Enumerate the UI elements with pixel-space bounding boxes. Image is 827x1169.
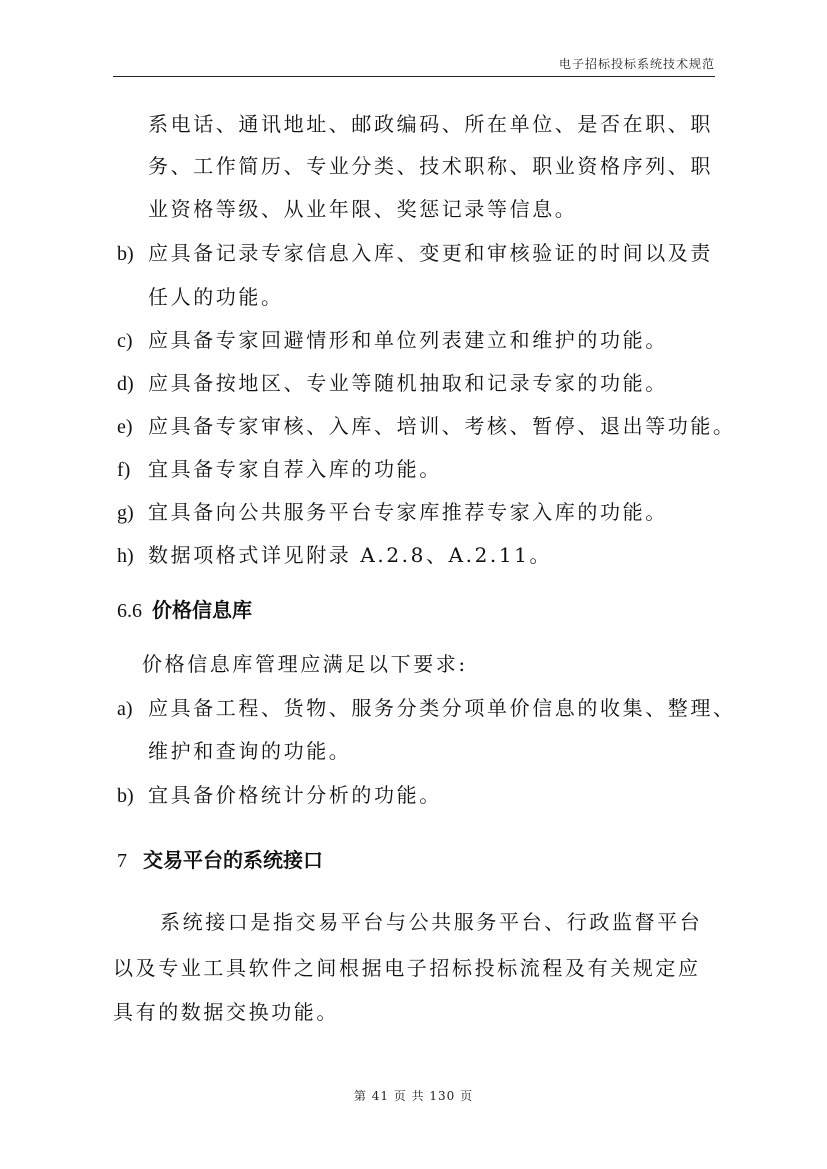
continued-line: 务、工作简历、专业分类、技术职称、职业资格序列、职 <box>148 154 713 178</box>
list-marker: b) <box>117 243 134 265</box>
list-item-text: 数据项格式详见附录 A.2.8、A.2.11。 <box>148 543 553 567</box>
paragraph-line: 以及专业工具软件之间根据电子招标投标流程及有关规定应 <box>113 956 701 980</box>
list-item-text: 应具备记录专家信息入库、变更和审核验证的时间以及责 <box>148 241 713 265</box>
header-title: 电子招标投标系统技术规范 <box>558 57 715 71</box>
list-item <box>117 373 668 394</box>
list-item <box>117 502 668 523</box>
chapter-heading <box>117 850 323 871</box>
list-marker: e) <box>117 416 133 438</box>
list-marker: a) <box>117 698 133 720</box>
chapter-number: 7 <box>117 850 127 872</box>
paragraph-line: 系统接口是指交易平台与公共服务平台、行政监督平台 <box>160 910 703 934</box>
continued-line: 系电话、通讯地址、邮政编码、所在单位、是否在职、职 <box>148 112 713 136</box>
continued-line: 业资格等级、从业年限、奖惩记录等信息。 <box>148 197 578 221</box>
list-item <box>117 698 736 719</box>
list-marker: b) <box>117 785 134 807</box>
list-item <box>117 416 736 437</box>
list-marker: c) <box>117 330 133 352</box>
page-number: 第 41 页 共 130 页 <box>353 1089 474 1103</box>
list-item-continuation: 维护和查询的功能。 <box>148 739 352 763</box>
list-item-continuation: 任人的功能。 <box>148 285 284 309</box>
list-item-text: 宜具备向公共服务平台专家库推荐专家入库的功能。 <box>148 500 668 524</box>
list-item-text: 应具备专家回避情形和单位列表建立和维护的功能。 <box>148 328 668 352</box>
list-item <box>117 545 552 566</box>
list-item-text: 应具备工程、货物、服务分类分项单价信息的收集、整理、 <box>148 696 736 720</box>
list-item <box>117 330 668 351</box>
list-item <box>117 243 713 264</box>
section-intro: 价格信息库管理应满足以下要求: <box>142 652 468 676</box>
list-marker: d) <box>117 373 134 395</box>
list-marker: h) <box>117 545 134 567</box>
list-marker: g) <box>117 502 134 524</box>
chapter-title: 交易平台的系统接口 <box>143 848 323 872</box>
paragraph-line: 具有的数据交换功能。 <box>113 1000 339 1024</box>
list-item-text: 宜具备专家自荐入库的功能。 <box>148 457 442 481</box>
list-marker: f) <box>117 459 131 481</box>
header-divider <box>113 76 715 77</box>
section-title: 价格信息库 <box>152 598 252 622</box>
list-item <box>117 785 442 806</box>
list-item <box>117 459 442 480</box>
list-item-text: 宜具备价格统计分析的功能。 <box>148 783 442 807</box>
list-item-text: 应具备专家审核、入库、培训、考核、暂停、退出等功能。 <box>148 414 736 438</box>
section-heading <box>117 600 252 621</box>
section-number: 6.6 <box>117 600 142 622</box>
list-item-text: 应具备按地区、专业等随机抽取和记录专家的功能。 <box>148 371 668 395</box>
